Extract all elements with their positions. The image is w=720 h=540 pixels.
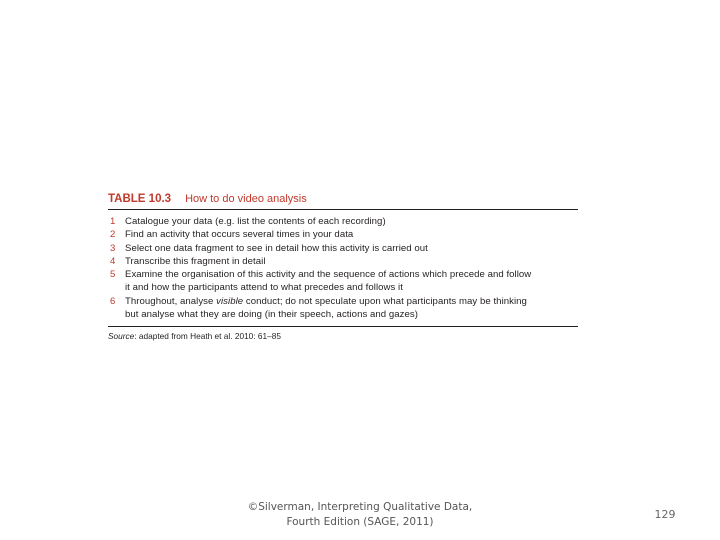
step-text-line-1 [125, 295, 578, 308]
list-item [108, 268, 578, 295]
source-text: : adapted from Heath et al. 2010: 61–85 [134, 331, 281, 342]
step-number: 1 [110, 216, 116, 227]
step-text-emphasis: visible [216, 295, 244, 307]
table-heading [108, 192, 578, 206]
page-number: 129 [654, 508, 676, 521]
table-title: How to do video analysis [185, 193, 307, 205]
step-text-line-2: but analyse what they are doing (in their speech, actions and gazes) [125, 309, 418, 321]
list-item [108, 215, 578, 228]
step-text-before: Throughout, analyse [125, 295, 217, 307]
list-item [108, 242, 578, 255]
table-10-3 [108, 192, 578, 342]
list-item [108, 255, 578, 268]
step-number: 5 [110, 269, 116, 281]
citation-line-2: Fourth Edition (SAGE, 2011) [286, 516, 434, 528]
steps-list [108, 215, 578, 321]
list-item [108, 228, 578, 241]
top-rule [108, 209, 578, 210]
step-text-line-1: Examine the organisation of this activity and the sequence of actions which precede and follow [125, 269, 532, 281]
step-number: 4 [110, 255, 116, 267]
citation-line-1: ©Silverman, Interpreting Qualitative Data, [247, 501, 473, 513]
footer-citation [230, 500, 490, 530]
step-text-after: conduct; do not speculate upon what participants may be thinking [243, 295, 527, 307]
step-text: Catalogue your data (e.g. list the contents of each recording) [125, 216, 386, 227]
step-number: 2 [110, 229, 116, 241]
step-text-line-2: it and how the participants attend to what precedes and follows it [125, 282, 403, 294]
bottom-rule [108, 326, 578, 327]
list-item [108, 295, 578, 322]
step-number: 3 [110, 242, 116, 254]
step-number: 6 [110, 295, 116, 307]
step-text: Select one data fragment to see in detail how this activity is carried out [125, 242, 428, 254]
step-text: Find an activity that occurs several times in your data [125, 229, 354, 241]
source-note [108, 331, 578, 342]
step-text: Transcribe this fragment in detail [125, 255, 266, 267]
source-label: Source [108, 331, 135, 342]
table-label: TABLE 10.3 [108, 193, 172, 205]
